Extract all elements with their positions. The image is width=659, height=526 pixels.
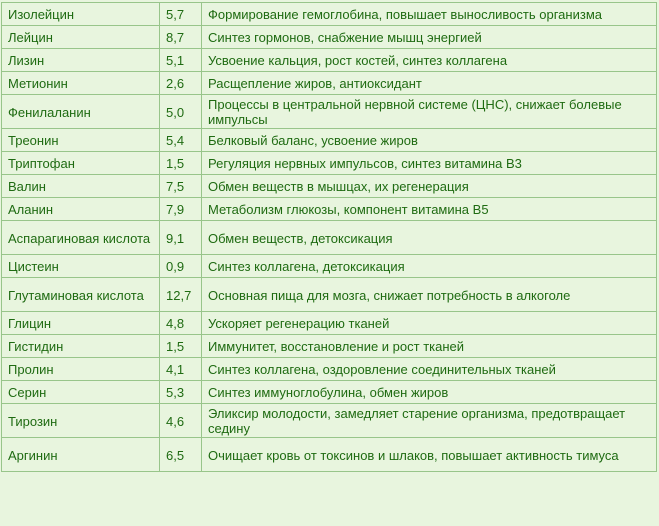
amino-acid-value: 7,9 [160,198,202,221]
amino-acid-description: Эликсир молодости, замедляет старение организма, предотвращает седину [202,404,657,438]
amino-acid-description: Ускоряет регенерацию тканей [202,312,657,335]
amino-acid-value: 5,0 [160,95,202,129]
amino-acid-value: 4,8 [160,312,202,335]
amino-acid-value: 9,1 [160,221,202,255]
amino-acid-name: Глицин [2,312,160,335]
table-row [2,381,657,404]
amino-acid-name: Фенилаланин [2,95,160,129]
amino-acid-value: 5,7 [160,3,202,26]
amino-acid-value: 2,6 [160,72,202,95]
table-row [2,95,657,129]
amino-acid-value: 12,7 [160,278,202,312]
amino-acid-value: 6,5 [160,438,202,472]
table-row [2,278,657,312]
table-row [2,72,657,95]
amino-acid-name: Метионин [2,72,160,95]
table-row [2,404,657,438]
amino-acid-description: Обмен веществ, детоксикация [202,221,657,255]
table-row [2,26,657,49]
amino-acid-description: Синтез иммуноглобулина, обмен жиров [202,381,657,404]
amino-acid-name: Триптофан [2,152,160,175]
table-row [2,198,657,221]
amino-acid-description: Регуляция нервных импульсов, синтез витамина В3 [202,152,657,175]
amino-acid-name: Глутаминовая кислота [2,278,160,312]
amino-acid-name: Аланин [2,198,160,221]
table-row [2,129,657,152]
amino-acid-value: 4,6 [160,404,202,438]
amino-acid-name: Изолейцин [2,3,160,26]
amino-acid-description: Синтез коллагена, детоксикация [202,255,657,278]
amino-acid-value: 5,3 [160,381,202,404]
amino-acid-name: Треонин [2,129,160,152]
amino-acid-name: Цистеин [2,255,160,278]
table-row [2,175,657,198]
amino-acid-description: Очищает кровь от токсинов и шлаков, повышает активность тимуса [202,438,657,472]
table-row [2,255,657,278]
amino-acid-description: Усвоение кальция, рост костей, синтез коллагена [202,49,657,72]
amino-acid-value: 1,5 [160,335,202,358]
amino-acid-value: 1,5 [160,152,202,175]
amino-acid-description: Белковый баланс, усвоение жиров [202,129,657,152]
amino-acid-description: Расщепление жиров, антиоксидант [202,72,657,95]
table-row [2,221,657,255]
amino-acid-description: Синтез гормонов, снабжение мышц энергией [202,26,657,49]
amino-acid-value: 7,5 [160,175,202,198]
amino-acid-table [1,2,657,472]
amino-acid-value: 0,9 [160,255,202,278]
table-row [2,49,657,72]
amino-acid-value: 4,1 [160,358,202,381]
amino-acid-value: 5,1 [160,49,202,72]
table-row [2,3,657,26]
amino-acid-description: Иммунитет, восстановление и рост тканей [202,335,657,358]
amino-acid-name: Лизин [2,49,160,72]
amino-acid-name: Серин [2,381,160,404]
amino-acid-name: Валин [2,175,160,198]
amino-acid-value: 8,7 [160,26,202,49]
amino-acid-description: Процессы в центральной нервной системе (ЦНС), снижает болевые импульсы [202,95,657,129]
amino-acid-value: 5,4 [160,129,202,152]
table-row [2,358,657,381]
amino-acid-name: Лейцин [2,26,160,49]
amino-acid-name: Тирозин [2,404,160,438]
amino-acid-description: Синтез коллагена, оздоровление соединительных тканей [202,358,657,381]
table-row [2,438,657,472]
amino-acid-description: Обмен веществ в мышцах, их регенерация [202,175,657,198]
amino-acid-name: Гистидин [2,335,160,358]
table-row [2,335,657,358]
amino-acid-name: Пролин [2,358,160,381]
amino-acid-name: Аспарагиновая кислота [2,221,160,255]
amino-acid-description: Основная пища для мозга, снижает потребность в алкоголе [202,278,657,312]
amino-acid-description: Формирование гемоглобина, повышает выносливость организма [202,3,657,26]
table-row [2,152,657,175]
amino-acid-name: Аргинин [2,438,160,472]
table-row [2,312,657,335]
amino-acid-description: Метаболизм глюкозы, компонент витамина В5 [202,198,657,221]
